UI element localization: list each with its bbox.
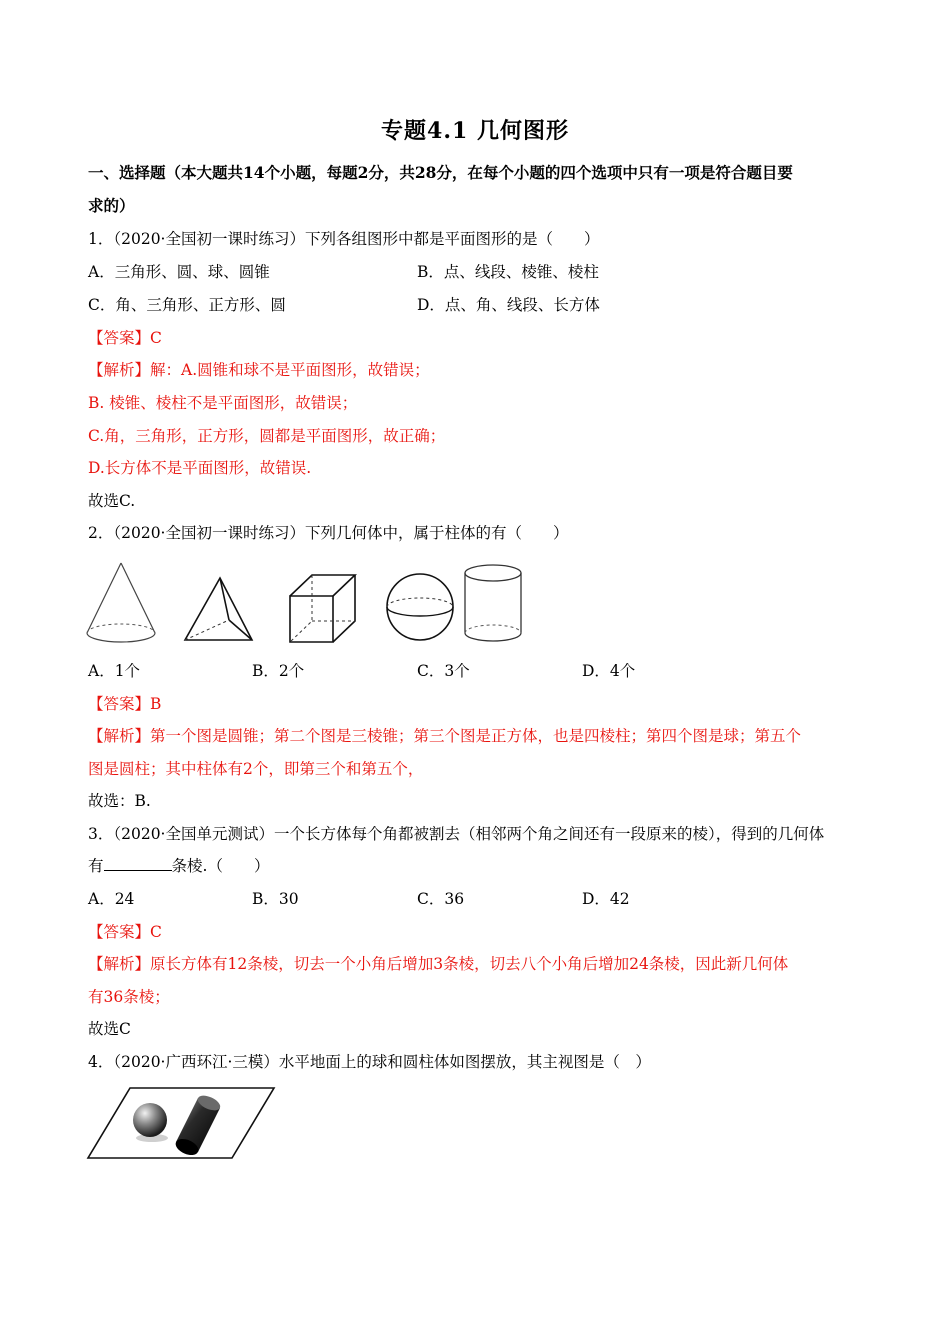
q3-answer-blank	[104, 856, 172, 871]
q2-analysis-line1: 【解析】第一个图是圆锥；第二个图是三棱锥；第三个图是正方体，也是四棱柱；第四个图是球；第五个	[88, 727, 802, 745]
sphere-and-cylinder-on-plane-figure	[86, 1086, 276, 1160]
q2-analysis-line2: 图是圆柱；其中柱体有2个，即第三个和第五个，	[88, 760, 424, 778]
q3-conclusion: 故选C	[88, 1020, 131, 1038]
q1-analysis-line2: B. 棱锥、棱柱不是平面图形，故错误；	[88, 394, 358, 412]
sphere-figure	[385, 572, 455, 642]
q1-analysis-line4: D.长方体不是平面图形，故错误.	[88, 459, 312, 477]
q2-stem: 2．（2020·全国初一课时练习）下列几何体中，属于柱体的有（ ）	[88, 524, 569, 542]
q1-stem: 1．（2020·全国初一课时练习）下列各组图形中都是平面图形的是（ ）	[88, 230, 600, 248]
q3-stem-suffix: 条棱.（ ）	[171, 857, 270, 875]
q3-analysis-line1: 【解析】原长方体有12条棱，切去一个小角后增加3条棱，切去八个小角后增加24条棱，因此新几何体	[88, 955, 789, 973]
q3-analysis-line2: 有36条棱；	[88, 988, 170, 1006]
q3-stem-line2	[88, 856, 269, 876]
q2-option-d: D．4个	[582, 662, 636, 680]
q1-option-d: D．点、角、线段、长方体	[417, 296, 600, 314]
q2-option-c: C．3个	[417, 662, 470, 680]
q2-option-b: B．2个	[252, 662, 305, 680]
q3-option-d: D．42	[582, 890, 630, 908]
q2-option-a: A．1个	[88, 662, 141, 680]
q3-option-a: A．24	[88, 890, 135, 908]
q1-answer: 【答案】C	[88, 329, 162, 347]
q3-stem-line1: 3．（2020·全国单元测试）一个长方体每个角都被割去（相邻两个角之间还有一段原来的棱），得到的几何体	[88, 825, 825, 843]
q3-option-b: B．30	[252, 890, 299, 908]
q1-option-a: A．三角形、圆、球、圆锥	[88, 263, 270, 281]
q1-analysis-line1: 【解析】解：A.圆锥和球不是平面图形，故错误；	[88, 361, 430, 379]
q1-option-b: B．点、线段、棱锥、棱柱	[417, 263, 599, 281]
q2-conclusion: 故选：B.	[88, 792, 151, 810]
cube-figure	[287, 572, 357, 644]
cylinder-figure	[462, 562, 524, 644]
q1-option-c: C．角、三角形、正方形、圆	[88, 296, 286, 314]
q3-option-c: C．36	[417, 890, 465, 908]
section-heading-line2: 求的）	[88, 196, 135, 215]
q3-stem-prefix: 有	[88, 857, 104, 875]
q1-analysis-line3: C.角，三角形，正方形，圆都是平面图形，故正确；	[88, 427, 446, 445]
page-title: 专题4.1 几何图形	[381, 118, 569, 144]
q2-answer: 【答案】B	[88, 695, 162, 713]
section-heading-line1: 一、选择题（本大题共14个小题，每题2分，共28分，在每个小题的四个选项中只有一项是符合题目要	[88, 163, 793, 182]
cone-figure	[84, 560, 158, 648]
q1-conclusion: 故选C.	[88, 492, 136, 510]
q3-answer: 【答案】C	[88, 923, 162, 941]
q4-stem: 4．（2020·广西环江·三模）水平地面上的球和圆柱体如图摆放，其主视图是（ ）	[88, 1053, 651, 1071]
triangular-pyramid-figure	[182, 575, 256, 645]
